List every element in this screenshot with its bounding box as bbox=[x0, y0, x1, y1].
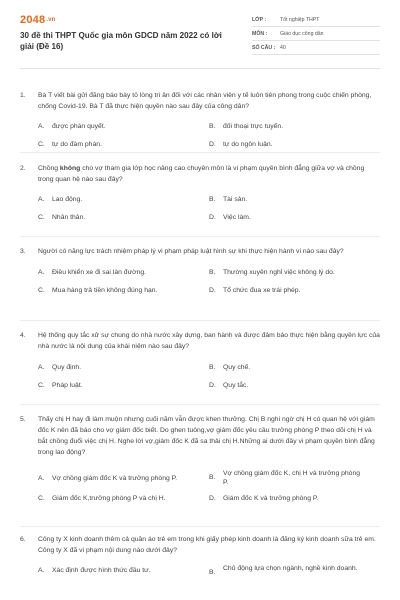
question-number: 6. bbox=[20, 536, 26, 543]
answer-option-b[interactable]: B. Tài sản. bbox=[209, 196, 248, 203]
question-2 bbox=[20, 163, 380, 222]
answer-option-b[interactable]: B. Vợ chồng giám đốc K, chị H và trưởng phòng P. bbox=[209, 470, 361, 486]
question-text: 1. Bà T viết bài gửi đăng báo bày tỏ lòng tri ân đối với các nhân viên y tế luôn tiên phong trong cuộc chiến phòng, chống Covid-19. Bà T đã thực hiện quyền nào sau đây của công dân? bbox=[20, 92, 372, 110]
answer-option-d[interactable]: D. Việc làm. bbox=[209, 214, 251, 221]
meta-row-class bbox=[252, 13, 380, 27]
document-header bbox=[0, 0, 400, 68]
question-divider bbox=[20, 526, 380, 527]
answer-option-d[interactable]: D. Giám đốc K và trưởng phòng P. bbox=[209, 495, 319, 502]
meta-row-subject bbox=[252, 27, 380, 41]
answer-option-b[interactable]: B. đối thoại trực tuyến. bbox=[209, 123, 284, 130]
answer-option-d[interactable]: D. Quy tắc. bbox=[209, 382, 249, 389]
question-text: 2. Chồng không cho vợ tham gia lớp học nâng cao chuyên môn là vi phạm quyền bình đẳng giữa vợ và chồng trong quan hệ nào sau đây? bbox=[20, 165, 365, 183]
answer-option-a[interactable]: A. Vợ chồng giám đốc K và trưởng phòng P. bbox=[38, 474, 178, 482]
question-number: 4. bbox=[20, 332, 26, 339]
answer-option-b[interactable]: B. Thường xuyên nghỉ việc không lý do. bbox=[209, 269, 335, 276]
document-title: 30 đề thi THPT Quốc gia môn GDCD năm 2022 có lời giải (Đề 16) bbox=[20, 31, 222, 51]
question-text: 5. Thấy chị H hay đi làm muộn nhưng cuối năm vẫn được khen thưởng. Chị B nghi ngờ chị H có quan hệ với giám đốc K nên đã báo cho vợ giám đốc biết. Do ghen tuông,vợ giám đốc yêu cầu trưởng phòng P theo dõi chị H và bắt chồng đuổi việc chị H. Nghe lời vợ,giám đốc K đã sa thải chị H.Những ai dưới đây vi phạm quyền bình đẳng trong lao động? bbox=[20, 416, 375, 456]
answer-option-a[interactable]: A. Điều khiển xe đi sai làn đường. bbox=[38, 269, 147, 276]
question-number: 3. bbox=[20, 248, 26, 255]
answer-option-c[interactable]: C. tự do đàm phán. bbox=[38, 141, 102, 148]
emphasis-text: không bbox=[59, 165, 81, 172]
answer-option-c[interactable]: C. Nhân thân. bbox=[38, 214, 86, 221]
question-6 bbox=[20, 534, 380, 577]
question-number: 1. bbox=[20, 92, 26, 99]
logo-tld: .vn bbox=[46, 17, 56, 23]
answer-options bbox=[20, 195, 380, 222]
meta-key: SỐ CÂU : bbox=[252, 44, 276, 51]
answer-option-a[interactable]: A. Quy định. bbox=[38, 364, 82, 371]
site-logo[interactable] bbox=[20, 14, 56, 26]
meta-table bbox=[252, 13, 380, 55]
answer-options bbox=[20, 564, 380, 577]
meta-key: LỚP : bbox=[252, 16, 267, 23]
answer-option-c[interactable]: C. Pháp luật. bbox=[38, 382, 83, 389]
question-number: 5. bbox=[20, 416, 26, 423]
answer-option-c[interactable]: C. Mua hàng trả tiền không đúng hạn. bbox=[38, 287, 158, 294]
question-3 bbox=[20, 246, 380, 295]
header-divider bbox=[20, 68, 380, 69]
answer-options bbox=[20, 268, 380, 295]
answer-options bbox=[20, 469, 380, 503]
answer-option-a[interactable]: A. được phán quyết. bbox=[38, 123, 106, 130]
question-text: 6. Công ty X kinh doanh thêm cả quần áo trẻ em trong khi giấy phép kinh doanh là đăng ký kinh doanh sữa trẻ em. Công ty X đã vi phạm nội dung nào dưới đây? bbox=[20, 536, 376, 554]
question-1 bbox=[20, 90, 380, 149]
answer-option-a[interactable]: A. Lao động. bbox=[38, 196, 83, 203]
question-text: 3. Người có năng lực trách nhiệm pháp lý vi phạm pháp luật hình sự khi thực hiện hành vi nào sau đây? bbox=[20, 248, 344, 255]
question-number: 2. bbox=[20, 165, 26, 172]
question-divider bbox=[20, 152, 380, 153]
answer-options bbox=[20, 122, 380, 149]
meta-value: Giáo dục công dân bbox=[280, 30, 324, 37]
question-divider bbox=[20, 320, 380, 321]
meta-value: Tốt nghiệp THPT bbox=[280, 16, 320, 23]
question-text: 4. Hệ thống quy tắc xử sự chung do nhà nước xây dựng, ban hành và được đảm bảo thực hiện bằng quyền lực của nhà nước là nội dung của khái niệm nào sau đây? bbox=[20, 332, 380, 350]
question-5 bbox=[20, 414, 380, 503]
meta-row-count bbox=[252, 41, 380, 55]
question-divider bbox=[20, 404, 380, 405]
meta-key: MÔN : bbox=[252, 30, 268, 37]
logo-number: 2048 bbox=[20, 14, 46, 26]
answer-option-b[interactable]: B. Chủ động lựa chọn ngành, nghề kinh doanh. bbox=[209, 565, 358, 576]
answer-option-d[interactable]: D. Tổ chức đua xe trái phép. bbox=[209, 287, 301, 294]
answer-option-c[interactable]: C. Giám đốc K,trưởng phòng P và chị H. bbox=[38, 495, 166, 502]
meta-value: 40 bbox=[280, 44, 286, 51]
question-divider bbox=[20, 236, 380, 237]
answer-option-d[interactable]: D. tự do ngôn luận. bbox=[209, 141, 273, 148]
answer-option-b[interactable]: B. Quy chế. bbox=[209, 364, 251, 371]
answer-options bbox=[20, 363, 380, 390]
answer-option-a[interactable]: A. Xác định được hình thức đầu tư. bbox=[38, 567, 151, 574]
question-4 bbox=[20, 330, 380, 390]
